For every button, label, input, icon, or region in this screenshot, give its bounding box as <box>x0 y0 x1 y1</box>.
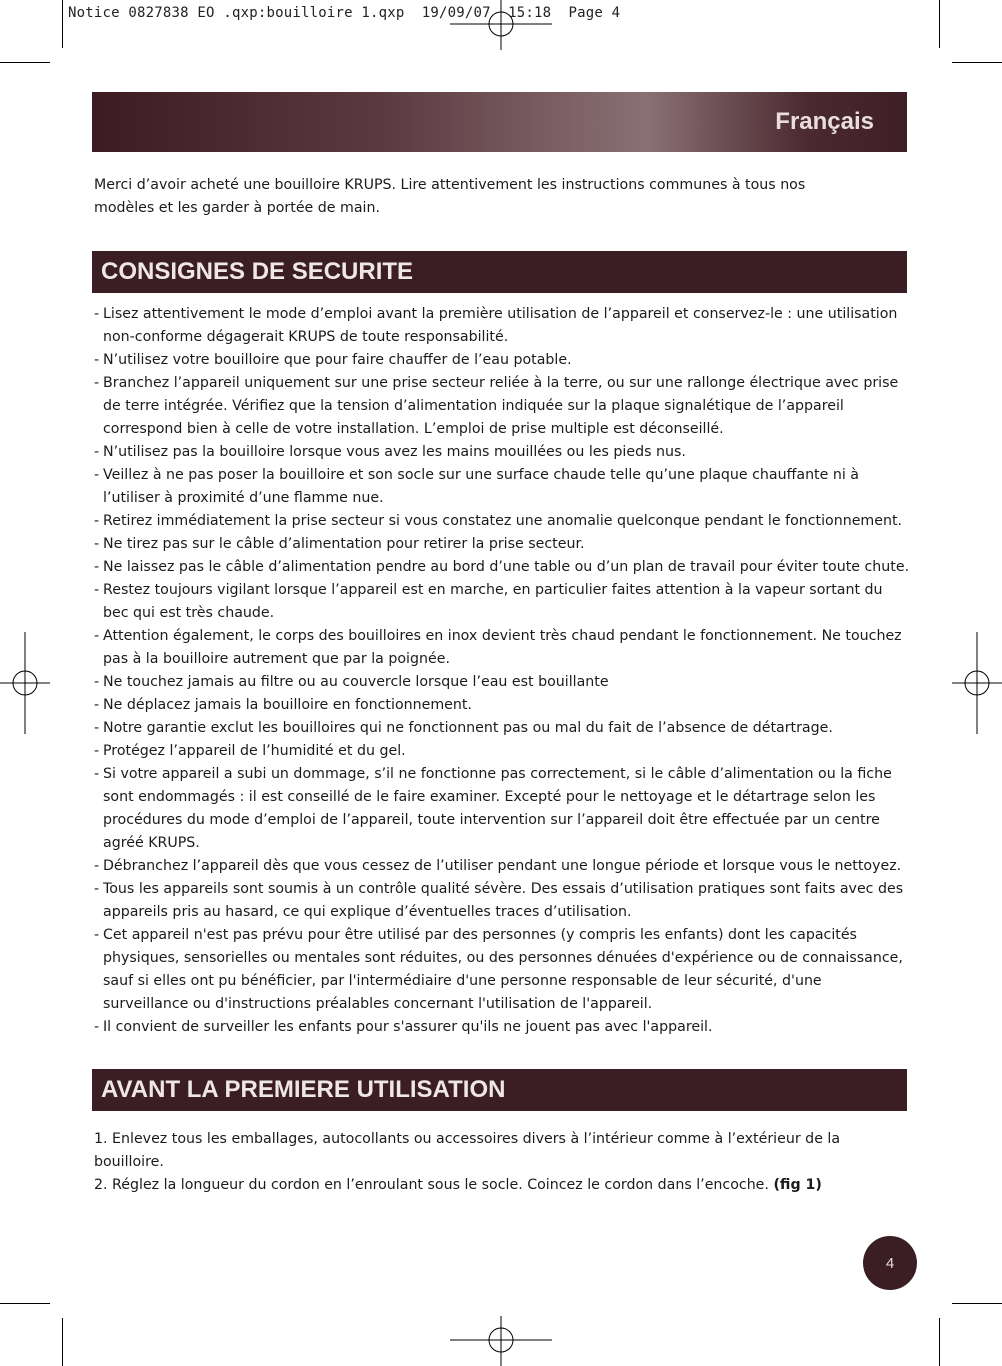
list-item: - Lisez attentivement le mode d’emploi avant la première utilisation de l’appareil et conservez-le : une utilisation non-conforme dégagerait KRUPS de toute responsabilité. <box>94 303 910 349</box>
list-item: - Branchez l’appareil uniquement sur une prise secteur reliée à la terre, ou sur une rallonge électrique avec prise de terre intégrée. Vérifiez que la tension d’alimentation indiquée sur la plaque signalétique de l’appareil correspond bien à celle de votre installation. L’emploi de prise multiple est déconseillé. <box>94 372 910 441</box>
page-number: 4 <box>885 1254 895 1272</box>
step-2-text: 2. Réglez la longueur du cordon en l’enroulant sous le socle. Coincez le cordon dans l’encoche. <box>94 1177 769 1193</box>
list-item: - Ne déplacez jamais la bouilloire en fonctionnement. <box>94 694 910 717</box>
crop-mark <box>0 62 50 63</box>
step-1: 1. Enlevez tous les emballages, autocollants ou accessoires divers à l’intérieur comme à l’extérieur de la bouilloire. <box>94 1131 841 1170</box>
list-item: - Tous les appareils sont soumis à un contrôle qualité sévère. Des essais d’utilisation pratiques sont faits avec des appareils pris au hasard, ce qui explique d’éventuelles traces d’utilisation. <box>94 878 910 924</box>
list-item: - Débranchez l’appareil dès que vous cessez de l’utiliser pendant une longue période et lorsque vous le nettoyez. <box>94 855 910 878</box>
list-item: - Ne laissez pas le câble d’alimentation pendre au bord d’une table ou d’un plan de travail pour éviter toute chute. <box>94 556 910 579</box>
crop-mark <box>952 1303 1002 1304</box>
crop-mark <box>952 62 1002 63</box>
crop-mark <box>0 1303 50 1304</box>
crop-mark <box>939 0 940 48</box>
crop-mark <box>62 0 63 48</box>
list-item: - Retirez immédiatement la prise secteur si vous constatez une anomalie quelconque pendant le fonctionnement. <box>94 510 910 533</box>
safety-list <box>94 303 910 1039</box>
section-title: AVANT LA PREMIERE UTILISATION <box>101 1076 506 1103</box>
language-label: Français <box>775 108 874 135</box>
registration-mark-bottom <box>450 1316 552 1366</box>
step-2 <box>94 1174 906 1197</box>
print-slug: Notice 0827838 EO .qxp:bouilloire 1.qxp 19/09/07 15:18 Page 4 <box>68 5 621 21</box>
list-item: - N’utilisez votre bouilloire que pour faire chauffer de l’eau potable. <box>94 349 910 372</box>
list-item: - Attention également, le corps des bouilloires en inox devient très chaud pendant le fonctionnement. Ne touchez pas à la bouilloire autrement que par la poignée. <box>94 625 910 671</box>
section-title: CONSIGNES DE SECURITE <box>101 258 414 285</box>
crop-mark <box>62 1318 63 1366</box>
list-item: - Il convient de surveiller les enfants pour s'assurer qu'ils ne jouent pas avec l'appareil. <box>94 1016 910 1039</box>
list-item: - Restez toujours vigilant lorsque l’appareil est en marche, en particulier faites attention à la vapeur sortant du bec qui est très chaude. <box>94 579 910 625</box>
crop-mark <box>939 1318 940 1366</box>
list-item: - Si votre appareil a subi un dommage, s’il ne fonctionne pas correctement, si le câble d’alimentation ou la fiche sont endommagés : il est conseillé de le faire examiner. Excepté pour le nettoyage et le détartrage selon les procédures du mode d’emploi de l’appareil, toute intervention sur l’appareil doit être effectuée par un centre agréé KRUPS. <box>94 763 910 855</box>
list-item: - Cet appareil n'est pas prévu pour être utilisé par des personnes (y compris les enfants) dont les capacités physiques, sensorielles ou mentales sont réduites, ou des personnes dénuées d'expérience ou de connaissance, sauf si elles ont pu bénéficier, par l'intermédiaire d'une personne responsable de leur sécurité, d'une surveillance ou d'instructions préalables concernant l'utilisation de l'appareil. <box>94 924 910 1016</box>
section-header-safety <box>92 251 907 293</box>
page-number-badge <box>863 1236 917 1290</box>
registration-mark-left <box>0 632 50 734</box>
registration-mark-right <box>952 632 1002 734</box>
section-header-first-use <box>92 1069 907 1111</box>
list-item: - Ne touchez jamais au filtre ou au couvercle lorsque l’eau est bouillante <box>94 671 910 694</box>
list-item: - Ne tirez pas sur le câble d’alimentation pour retirer la prise secteur. <box>94 533 910 556</box>
list-item: - N’utilisez pas la bouilloire lorsque vous avez les mains mouillées ou les pieds nus. <box>94 441 910 464</box>
registration-mark-top <box>450 0 552 50</box>
list-item: - Notre garantie exclut les bouilloires qui ne fonctionnent pas ou mal du fait de l’absence de détartrage. <box>94 717 910 740</box>
list-item: - Protégez l’appareil de l’humidité et du gel. <box>94 740 910 763</box>
language-banner <box>92 92 907 152</box>
list-item: - Veillez à ne pas poser la bouilloire et son socle sur une surface chaude telle qu’une plaque chauffante ni à l’utiliser à proximité d’une flamme nue. <box>94 464 910 510</box>
figure-reference: (fig 1) <box>773 1177 822 1193</box>
intro-text: Merci d’avoir acheté une bouilloire KRUPS. Lire attentivement les instructions communes à tous nos modèles et les garder à portée de main. <box>94 177 806 216</box>
